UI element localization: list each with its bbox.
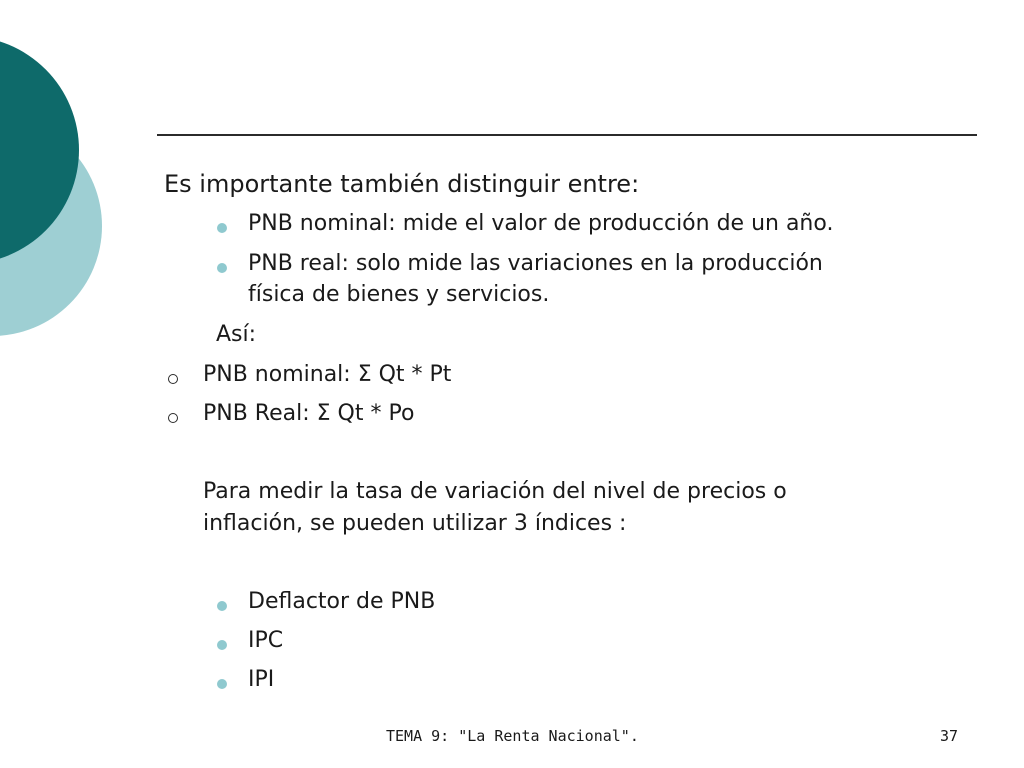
bullet-dot-icon bbox=[217, 679, 227, 689]
formula-pnb-real: PNB Real: Σ Qt * Po bbox=[203, 401, 415, 426]
paragraph-line-1: Para medir la tasa de variación del nivel de precios o bbox=[203, 479, 787, 504]
bullet-ring-icon bbox=[168, 413, 178, 423]
asi-label: Así: bbox=[216, 322, 257, 347]
bullet-dot-icon bbox=[217, 263, 227, 273]
bullet-ring-icon bbox=[168, 374, 178, 384]
index-ipi: IPI bbox=[248, 667, 275, 692]
title-divider bbox=[157, 134, 977, 136]
intro-text: Es importante también distinguir entre: bbox=[164, 170, 640, 198]
index-deflactor: Deflactor de PNB bbox=[248, 589, 436, 614]
bullet-pnb-real-continued: física de bienes y servicios. bbox=[248, 282, 550, 307]
bullet-dot-icon bbox=[217, 223, 227, 233]
bullet-dot-icon bbox=[217, 640, 227, 650]
formula-pnb-nominal: PNB nominal: Σ Qt * Pt bbox=[203, 362, 452, 387]
bullet-pnb-nominal: PNB nominal: mide el valor de producción de un año. bbox=[248, 211, 834, 236]
decorative-circles bbox=[0, 0, 110, 370]
page-number: 37 bbox=[940, 727, 959, 745]
bullet-pnb-real: PNB real: solo mide las variaciones en la producción bbox=[248, 251, 823, 276]
bullet-dot-icon bbox=[217, 601, 227, 611]
paragraph-line-2: inflación, se pueden utilizar 3 índices : bbox=[203, 511, 627, 536]
index-ipc: IPC bbox=[248, 628, 284, 653]
footer-title: TEMA 9: "La Renta Nacional". bbox=[386, 727, 639, 745]
